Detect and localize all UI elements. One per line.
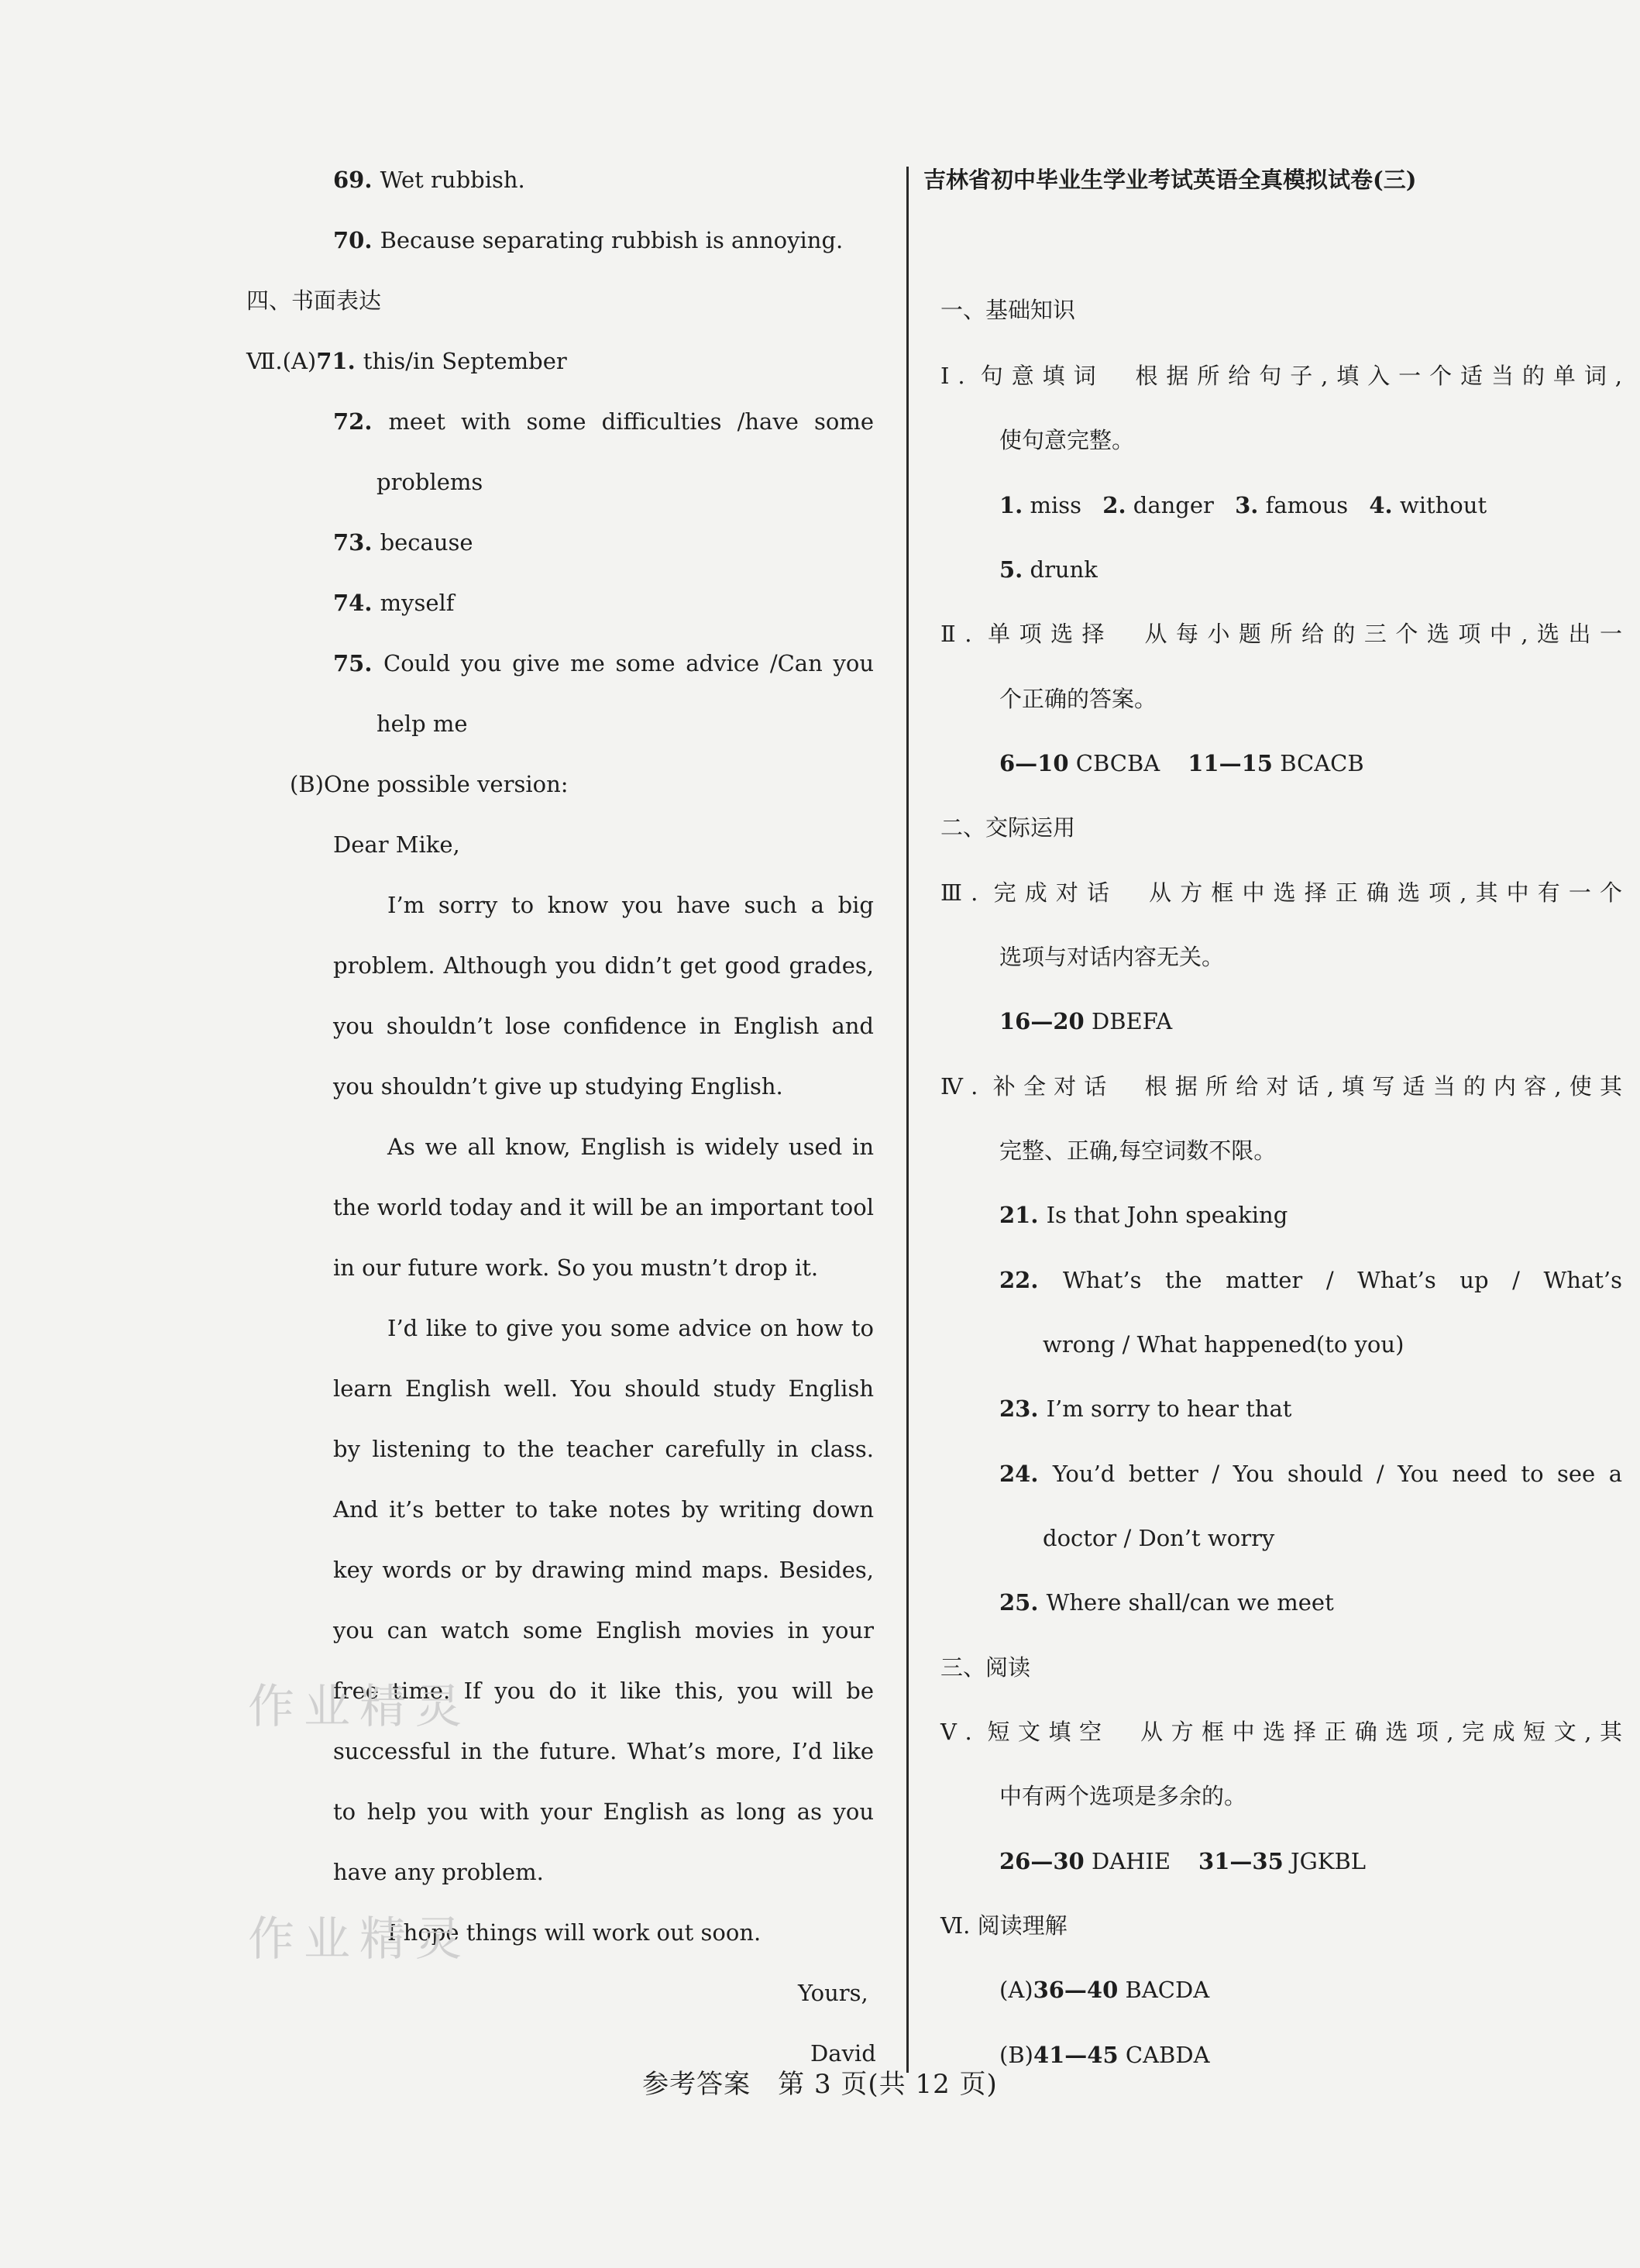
section-iii-instruction: Ⅲ. 完成对话 从方框中选择正确选项,其中有一个 xyxy=(940,879,1622,906)
section-ii-instruction-cont: 个正确的答案。 xyxy=(999,686,1157,712)
letter-signature: David xyxy=(810,2040,876,2067)
letter-line: I’d like to give you some advice on how to xyxy=(387,1315,874,1341)
section-heading-reading: 三、阅读 xyxy=(940,1654,1031,1681)
answer-75-line2: help me xyxy=(376,711,468,737)
letter-greeting: Dear Mike, xyxy=(333,831,460,858)
letter-line: the world today and it will be an important tool xyxy=(333,1194,874,1220)
answer-73: 73. because xyxy=(333,529,473,556)
part-b-label: (B)One possible version: xyxy=(290,771,569,797)
letter-line: you can watch some English movies in your xyxy=(333,1617,874,1643)
section-iii-answers: 16—20 DBEFA xyxy=(999,1008,1173,1034)
letter-line: by listening to the teacher carefully in class. xyxy=(333,1436,874,1462)
section-i-instruction-cont: 使句意完整。 xyxy=(999,427,1135,453)
section-iv-instruction: Ⅳ. 补全对话 根据所给对话,填写适当的内容,使其 xyxy=(940,1073,1622,1100)
watermark: 作业精灵 xyxy=(248,1680,471,1734)
letter-line: have any problem. xyxy=(333,1859,544,1885)
column-divider xyxy=(906,167,909,2073)
answer-21: 21. Is that John speaking xyxy=(999,1202,1288,1228)
letter-line: I hope things will work out soon. xyxy=(387,1919,762,1946)
section-ii-answers: 6—10 CBCBA 11—15 BCACB xyxy=(999,750,1364,776)
section-iv-instruction-cont: 完整、正确,每空词数不限。 xyxy=(999,1137,1277,1164)
letter-line: I’m sorry to know you have such a big xyxy=(387,892,874,918)
section-ii-instruction: Ⅱ. 单项选择 从每小题所给的三个选项中,选出一 xyxy=(940,621,1622,647)
answer-75-line1: 75. Could you give me some advice /Can you xyxy=(333,650,874,676)
section-v-instruction-cont: 中有两个选项是多余的。 xyxy=(999,1783,1247,1809)
letter-line: in our future work. So you mustn’t drop it. xyxy=(333,1254,819,1281)
section-heading-basics: 一、基础知识 xyxy=(940,297,1076,323)
letter-line: successful in the future. What’s more, I’d like xyxy=(333,1738,874,1764)
section-i-answers: 1. miss 2. danger 3. famous 4. without xyxy=(999,492,1487,518)
letter-line: you shouldn’t lose confidence in English and xyxy=(333,1013,874,1039)
exam-title: 吉林省初中毕业生学业考试英语全真模拟试卷(三) xyxy=(923,167,1417,193)
answer-72-line2: problems xyxy=(376,469,483,495)
answer-22-line1: 22. What’s the matter / What’s up / What’s xyxy=(999,1267,1622,1293)
letter-line: learn English well. You should study English xyxy=(333,1375,874,1402)
answer-22-line2: wrong / What happened(to you) xyxy=(1043,1331,1404,1358)
answer-72-line1: 72. meet with some difficulties /have some xyxy=(333,408,874,435)
section-vi-answers-b: (B)41—45 CABDA xyxy=(999,2042,1210,2068)
section-heading-communication: 二、交际运用 xyxy=(940,814,1076,841)
watermark: 作业精灵 xyxy=(248,1912,471,1967)
section-vi-answers-a: (A)36—40 BACDA xyxy=(999,1977,1210,2003)
answer-24-line2: doctor / Don’t worry xyxy=(1043,1525,1275,1551)
letter-line: problem. Although you didn’t get good grades, xyxy=(333,952,874,979)
section-i-instruction: Ⅰ. 句意填词 根据所给句子,填入一个适当的单词, xyxy=(940,363,1622,389)
letter-line: to help you with your English as long as you xyxy=(333,1798,874,1825)
section-iii-instruction-cont: 选项与对话内容无关。 xyxy=(999,944,1225,970)
letter-line: And it’s better to take notes by writing down xyxy=(333,1496,874,1523)
page-footer: 参考答案 第 3 页(共 12 页) xyxy=(642,2069,998,2100)
letter-line: you shouldn’t give up studying English. xyxy=(333,1073,783,1100)
answer-70: 70. Because separating rubbish is annoying. xyxy=(333,227,844,253)
section-heading-writing: 四、书面表达 xyxy=(246,287,382,314)
answer-71: Ⅶ.(A)71. this/in September xyxy=(246,348,567,374)
letter-line: free time. If you do it like this, you will be xyxy=(333,1678,874,1704)
section-i-answer-5: 5. drunk xyxy=(999,556,1098,583)
section-v-answers: 26—30 DAHIE 31—35 JGKBL xyxy=(999,1848,1367,1874)
answer-23: 23. I’m sorry to hear that xyxy=(999,1396,1292,1422)
answer-74: 74. myself xyxy=(333,590,455,616)
letter-closing: Yours, xyxy=(798,1980,868,2006)
letter-line: As we all know, English is widely used in xyxy=(387,1134,874,1160)
letter-line: key words or by drawing mind maps. Besides, xyxy=(333,1557,874,1583)
section-v-instruction: Ⅴ. 短文填空 从方框中选择正确选项,完成短文,其 xyxy=(940,1719,1622,1745)
section-vi-heading: Ⅵ. 阅读理解 xyxy=(940,1912,1068,1939)
answer-25: 25. Where shall/can we meet xyxy=(999,1589,1334,1616)
answer-69: 69. Wet rubbish. xyxy=(333,167,525,193)
answer-24-line1: 24. You’d better / You should / You need to see a xyxy=(999,1461,1622,1487)
